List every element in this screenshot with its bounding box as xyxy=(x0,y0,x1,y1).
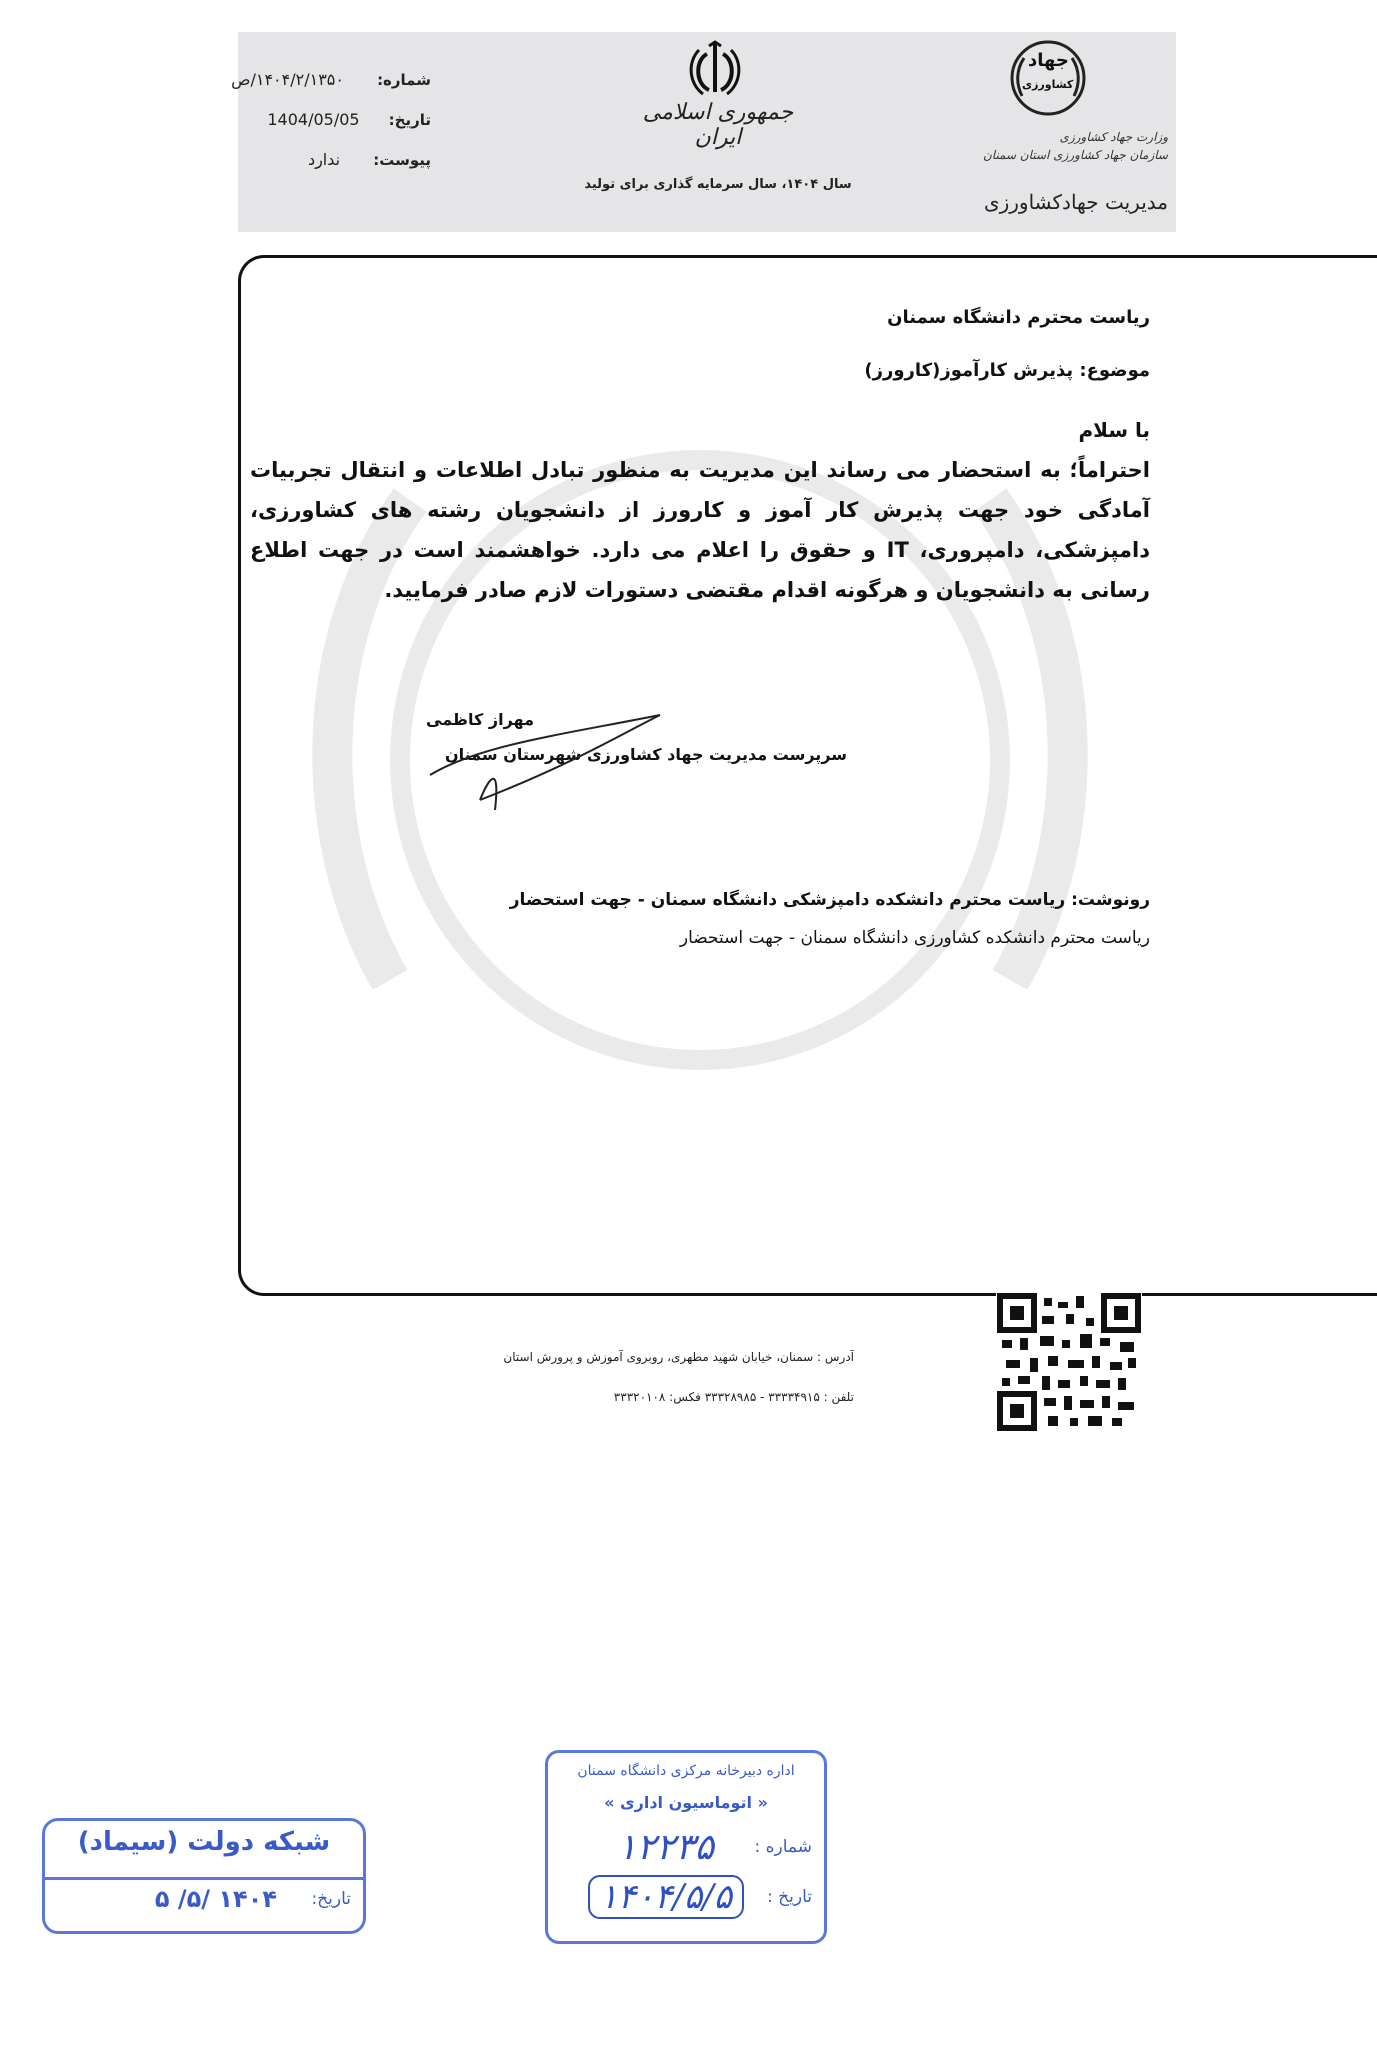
number-value: ۱۴۰۴/۲/۱۳۵۰/ص xyxy=(231,70,344,89)
qr-code-icon xyxy=(996,1292,1142,1432)
recipient: ریاست محترم دانشگاه سمنان xyxy=(887,307,1150,328)
letter-body: احتراماً؛ به استحضار می رساند این مدیریت به منظور تبادل اطلاعات و انتقال تجربیات آمادگی خود جهت پذیرش کار آموز و کارورز از دانشجویان رشته های کشاورزی، دامپزشکی، دامپروری، IT و حقوق را اعلام می دارد. خواهشمند است در جهت اطلاع رسانی به دانشجویان و هرگونه اقدام مقتضی دستورات لازم صادر فرمایید. xyxy=(250,458,1150,602)
secretariat-number-value: ۱۲۲۳۵ xyxy=(617,1827,714,1868)
secretariat-date-value: ۱۴۰۴/۵/۵ xyxy=(588,1875,744,1919)
secretariat-stamp-title: اداره دبیرخانه مرکزی دانشگاه سمنان xyxy=(577,1763,795,1779)
number-label: شماره: xyxy=(377,71,431,89)
subject-line: موضوع: پذیرش کارآموز(کارورز) xyxy=(864,360,1150,381)
signer-name: مهراز کاظمی xyxy=(426,710,534,729)
footer-address: آدرس : سمنان، خیابان شهید مطهری، روبروی آموزش و پرورش استان xyxy=(503,1350,854,1364)
ministry-line-1: وزارت جهاد کشاورزی xyxy=(1059,130,1168,144)
network-stamp-title: شبکه دولت (سیماد) xyxy=(77,1827,331,1857)
attachment-value: ندارد xyxy=(307,150,341,169)
secretariat-date-label: تاریخ : xyxy=(767,1887,812,1907)
secretariat-stamp xyxy=(545,1750,827,1944)
ministry-line-2: سازمان جهاد کشاورزی استان سمنان xyxy=(982,148,1168,162)
network-date-label: تاریخ: xyxy=(311,1889,351,1909)
logo-text-top: جهاد xyxy=(1028,50,1069,71)
greeting: با سلام xyxy=(1078,418,1150,442)
letter-date-row xyxy=(267,110,431,129)
footer-phone: تلفن : ۳۳۳۳۴۹۱۵ - ۳۳۳۲۸۹۸۵ فکس: ۳۳۳۲۰۱۰۸ xyxy=(613,1390,854,1404)
date-value: 1404/05/05 xyxy=(267,110,360,129)
country-name: جمهوری اسلامی ایران xyxy=(642,100,794,150)
network-date-value: ۱۴۰۴ /۵/ ۵ xyxy=(154,1885,277,1913)
letter-number-row xyxy=(231,70,431,89)
year-slogan: سال ۱۴۰۴، سال سرمایه گذاری برای تولید xyxy=(584,177,852,192)
signature-icon xyxy=(420,705,680,815)
secretariat-stamp-subtitle: « اتوماسیون اداری » xyxy=(604,1793,768,1812)
government-network-stamp xyxy=(42,1818,366,1934)
letter-attachment-row xyxy=(308,150,431,169)
date-label: تاریخ: xyxy=(388,111,431,129)
logo-text-bottom: کشاورزی xyxy=(1022,78,1074,91)
cc-line-2: ریاست محترم دانشکده کشاورزی دانشگاه سمنان - جهت استحضار xyxy=(679,928,1150,948)
iran-emblem-icon xyxy=(685,40,745,100)
attachment-label: پیوست: xyxy=(373,151,431,169)
signer-title: سرپرست مدیریت جهاد کشاورزی شهرستان سمنان xyxy=(445,745,847,764)
letterhead xyxy=(231,32,1176,232)
secretariat-number-label: شماره : xyxy=(754,1837,812,1857)
cc-line-1: رونوشت: ریاست محترم دانشکده دامپزشکی دانشگاه سمنان - جهت استحضار xyxy=(509,890,1150,910)
department-name: مدیریت جهادکشاورزی xyxy=(983,190,1168,214)
